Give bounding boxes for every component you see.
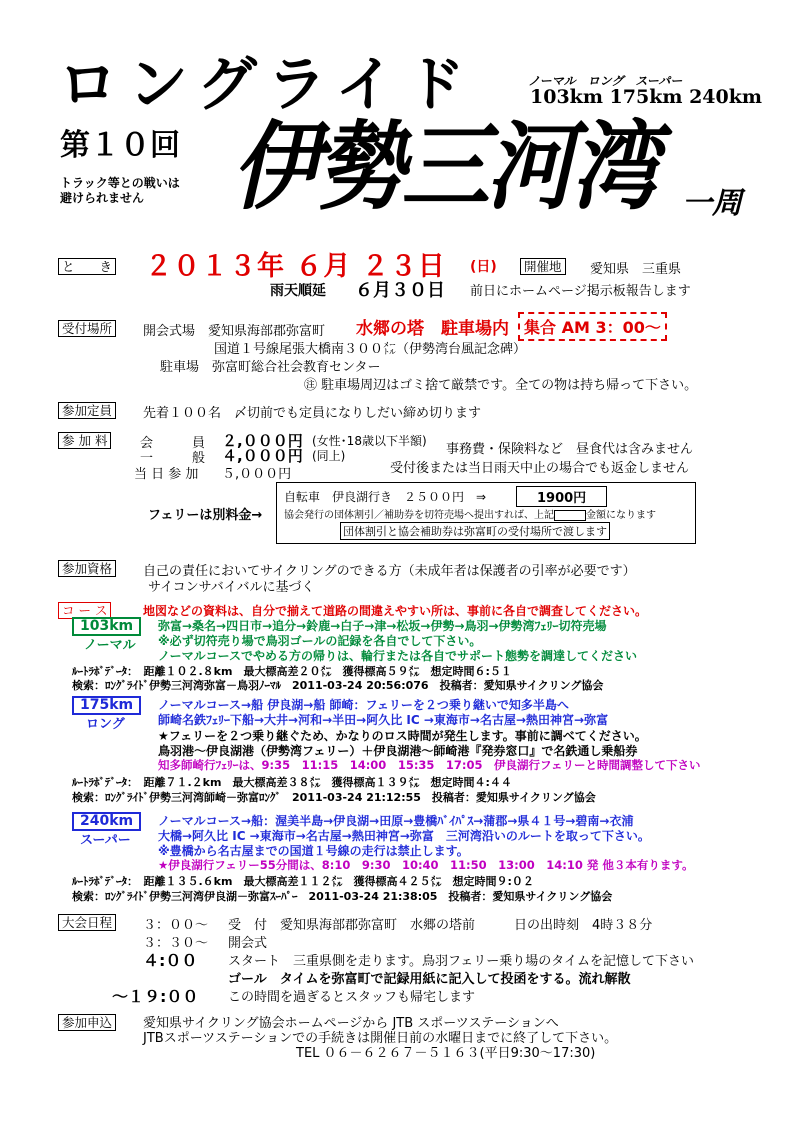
- fee-note1: 事務費・保険料など 昼食代は含みません: [446, 442, 694, 457]
- long-route-2: 師崎名鉄ﾌｪﾘｰ下船→大井→河和→半田→阿久比 IC →東海市→名古屋→熱田神宮→弥富: [158, 713, 609, 727]
- capacity-text: 先着１００名 〆切前でも定員になりしだい締め切ります: [143, 406, 482, 421]
- schedule-text-2: 開会式: [228, 936, 268, 951]
- fee-general-note: (同上): [312, 449, 346, 463]
- long-route-4: 鳥羽港～伊良湖港（伊勢湾フェリー）＋伊良湖港～師崎港『発券窓口』で名鉄通し乗船券: [158, 744, 638, 758]
- normal-route-2: ※必ず切符売り場で鳥羽ゴールの記録を各自でして下さい。: [158, 634, 482, 648]
- label-course: コ ー ス: [58, 602, 111, 619]
- long-route-data: ﾙｰﾄﾗﾎﾞﾃﾞｰﾀ： 距離７１.２km 最大標高差３８㍍ 獲得標高１３９㍍ 想定時間４:４４: [72, 776, 512, 789]
- event-dow: (日): [470, 259, 497, 275]
- rain-date: ６月３０日: [355, 280, 445, 301]
- fee-general-price: ４,０００円: [222, 447, 303, 465]
- fee-member-price: ２,０００円: [222, 432, 303, 450]
- long-route-3: ★フェリーを２つ乗り継ぐため、かなりのロス時間が発生します。事前に調べてください。: [158, 729, 647, 743]
- rain-label: 雨天順延: [270, 283, 326, 299]
- super-route-1: ノーマルコース→船：渥美半島→伊良湖→田原→豊橋ﾊﾞｲﾊﾟｽ→蒲郡→県４１号→碧南→衣浦: [158, 814, 634, 828]
- fee-general: 一 般: [140, 451, 206, 466]
- course-distances: 103km 175km 240km: [530, 86, 763, 108]
- course-names: ノーマル ロング スーパー: [528, 74, 683, 88]
- long-route-5: 知多師崎行ﾌｪﾘｰは、9:35 11:15 14:00 15:35 17:05 伊良湖行フェリーと時間調整して下さい: [158, 758, 701, 772]
- edition: 第１０回: [60, 128, 180, 163]
- application-line1: 愛知県サイクリング協会ホームページから JTB スポーツステーションへ: [143, 1016, 559, 1031]
- normal-route-1: 弥富→桑名→四日市→追分→鈴鹿→白子→津→松坂→伊勢→鳥羽→伊勢湾ﾌｪﾘｰ切符売場: [158, 619, 607, 633]
- normal-route-3: ノーマルコースでやめる方の帰りは、輪行または各自でサポート態勢を調達してください: [158, 649, 638, 663]
- header-note-2: 避けられません: [60, 191, 145, 205]
- label-capacity: 参加定員: [58, 402, 116, 419]
- big-title: 伊勢三河湾: [232, 111, 656, 223]
- fee-member-note: (女性･18歳以下半額): [312, 434, 427, 448]
- reception-line4: ㊟ 駐車場周辺はゴミ捨て厳禁です。全ての物は持ち帰って下さい。: [304, 378, 698, 393]
- application-phone: TEL ０６－６２６７－５１６３(平日9:30～17:30): [296, 1046, 596, 1061]
- course-intro: 地図などの資料は、自分で揃えて道路の間違えやすい所は、事前に各自で調査してください。: [143, 604, 648, 618]
- ferry-line3: 団体割引と協会補助券は弥富町の受付場所で渡します: [340, 522, 610, 540]
- label-venue: 開催地: [520, 258, 566, 275]
- long-search: 検索：ﾛﾝｸﾞﾗｲﾄﾞ伊勢三河湾師崎－弥富ﾛﾝｸﾞ 2011-03-24 21:12:55 投稿者：愛知県サイクリング協会: [72, 791, 596, 804]
- long-distance: 175km: [72, 696, 141, 715]
- meet-time: 集合 AM 3：00～: [518, 312, 667, 341]
- reception-line3: 駐車場 弥富町総合社会教育センター: [160, 360, 381, 375]
- super-route-4: ★伊良湖行フェリー55分間は、8:10 9:30 10:40 11:50 13:00 14:10 発 他３本有ります。: [158, 858, 694, 872]
- qualification-line1: 自己の責任においてサイクリングのできる方（未成年者は保護者の引率が必要です）: [143, 564, 636, 579]
- super-route-2: 大橋→阿久比 IC →東海市→名古屋→熱田神宮→弥富 三河湾沿いのルートを取って下さい。: [158, 829, 650, 843]
- reception-venue: 水郷の塔 駐車場内: [356, 319, 509, 339]
- super-search: 検索：ﾛﾝｸﾞﾗｲﾄﾞ伊勢三河湾伊良湖－弥富ｽｰﾊﾟｰ 2011-03-24 21:38:05 投稿者：愛知県サイクリング協会: [72, 890, 613, 903]
- event-date: ２０１３年 ６月 ２３日: [145, 251, 446, 282]
- schedule-time-5: ～１９:００: [112, 987, 199, 1006]
- ferry-line2: [284, 506, 656, 521]
- fee-member: 会 員: [140, 436, 206, 451]
- ferry-line2-text: 協会発行の団体割引／補助券を切符売場へ提出すれば、上記: [284, 510, 554, 521]
- long-name: ロング: [86, 717, 125, 732]
- label-reception: 受付場所: [58, 320, 116, 337]
- ferry-price: 1900円: [516, 486, 607, 507]
- schedule-text-1: 受 付 愛知県海部郡弥富町 水郷の塔前 日の出時刻 4時３８分: [228, 918, 653, 933]
- header-note-1: トラック等との戦いは: [60, 176, 180, 190]
- super-route-3: ※豊橋から名古屋までの国道１号線の走行は禁止します。: [158, 844, 469, 858]
- ferry-line1: 自転車 伊良湖行き ２５００円 ⇒: [284, 490, 487, 504]
- reception-line1: 開会式場 愛知県海部郡弥富町: [143, 324, 326, 339]
- normal-distance: 103km: [72, 617, 141, 636]
- application-line2: JTBスポーツステーションでの手続きは開催日前の水曜日までに終了して下さい。: [143, 1031, 618, 1046]
- fee-sameday: 当 日 参 加: [134, 467, 199, 482]
- ferry-line2-tail: 金額になります: [586, 510, 656, 521]
- title-suffix: 一周: [682, 186, 742, 221]
- normal-name: ノーマル: [84, 638, 136, 653]
- qualification-line2: サイコンサバイバルに基づく: [148, 580, 315, 595]
- rain-note: 前日にホームページ掲示板報告します: [470, 284, 691, 299]
- label-fee: 参 加 料: [58, 432, 111, 449]
- normal-search: 検索：ﾛﾝｸﾞﾗｲﾄﾞ伊勢三河湾弥富－鳥羽ﾉｰﾏﾙ 2011-03-24 20:56:076 投稿者：愛知県サイクリング協会: [72, 679, 604, 692]
- schedule-text-5: この時間を過ぎるとスタッフも帰宅します: [228, 990, 476, 1005]
- label-toki: と き: [58, 258, 116, 275]
- normal-route-data: ﾙｰﾄﾗﾎﾞﾃﾞｰﾀ： 距離１０２.８km 最大標高差２０㍍ 獲得標高５９㍍ 想定時間６:５１: [72, 665, 512, 678]
- schedule-text-4: ゴール タイムを弥富町で記録用紙に記入して投函をする。流れ解散: [228, 972, 631, 987]
- label-application: 参加申込: [58, 1014, 116, 1031]
- fee-note2: 受付後または当日雨天中止の場合でも返金しません: [390, 461, 690, 476]
- label-qualification: 参加資格: [58, 560, 116, 577]
- fee-sameday-price: ５,０００円: [222, 467, 292, 482]
- main-title: ロングライド: [58, 50, 475, 120]
- schedule-time-2: ３：３０～: [143, 936, 209, 951]
- schedule-time-3: ４:００: [143, 951, 198, 970]
- super-name: スーパー: [80, 833, 131, 848]
- reception-line2: 国道１号線尾張大橋南３００㍍（伊勢湾台風記念碑）: [214, 342, 527, 357]
- label-schedule: 大会日程: [58, 914, 116, 931]
- ferry-label: フェリーは別料金→: [148, 508, 263, 523]
- schedule-time-1: ３：００～: [143, 918, 209, 933]
- schedule-text-3: スタート 三重県側を走ります。鳥羽フェリー乗り場のタイムを記憶して下さい: [228, 954, 695, 969]
- venue: 愛知県 三重県: [590, 262, 682, 277]
- long-route-1: ノーマルコース→船 伊良湖→船 師崎：フェリーを２つ乗り継いで知多半島へ: [158, 698, 569, 712]
- super-distance: 240km: [72, 812, 141, 831]
- super-route-data: ﾙｰﾄﾗﾎﾞﾃﾞｰﾀ： 距離１３５.６km 最大標高差１１２㍍ 獲得標高４２５㍍ 想定時間９:０２: [72, 875, 534, 888]
